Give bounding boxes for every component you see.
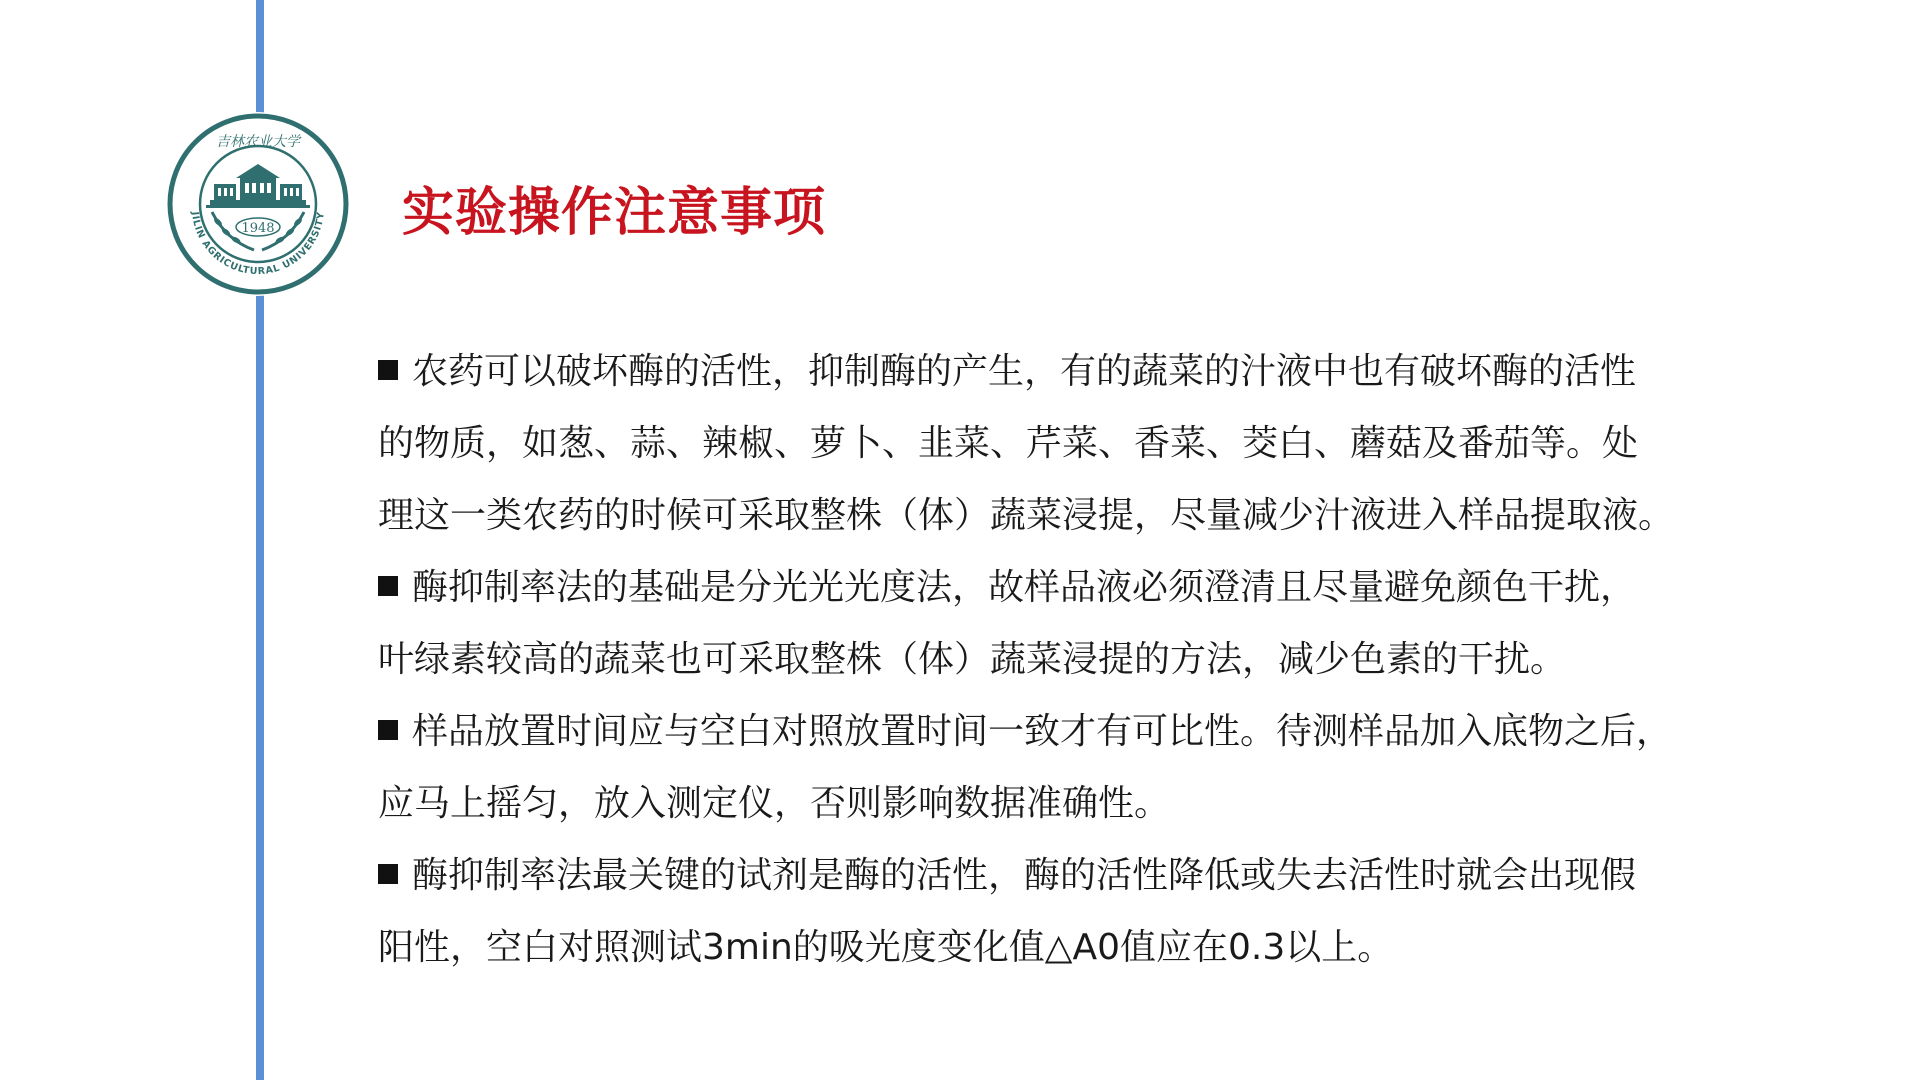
square-bullet-icon	[378, 360, 398, 380]
square-bullet-icon	[378, 864, 398, 884]
university-seal-icon	[166, 112, 350, 296]
notes-content	[378, 336, 1818, 984]
note-paragraph-1	[378, 336, 1818, 552]
university-logo	[166, 112, 350, 296]
note-line: 叶绿素较高的蔬菜也可采取整株（体）蔬菜浸提的方法，减少色素的干扰。	[378, 639, 1567, 680]
square-bullet-icon	[378, 576, 398, 596]
logo-en-name: JILIN AGRICULTURAL UNIVERSITY	[189, 211, 327, 278]
note-line: 的物质，如葱、蒜、辣椒、萝卜、韭菜、芹菜、香菜、茭白、蘑菇及番茄等。处	[378, 423, 1639, 464]
logo-year: 1948	[241, 221, 275, 236]
note-line: 阳性，空白对照测试3min的吸光度变化值△A0值应在0.3以上。	[378, 927, 1394, 968]
note-line: 应马上摇匀，放入测定仪，否则影响数据准确性。	[378, 783, 1171, 824]
note-line: 理这一类农药的时候可采取整株（体）蔬菜浸提，尽量减少汁液进入样品提取液。	[378, 495, 1675, 536]
note-line: 农药可以破坏酶的活性，抑制酶的产生，有的蔬菜的汁液中也有破坏酶的活性	[412, 351, 1637, 392]
note-line: 酶抑制率法的基础是分光光光度法，故样品液必须澄清且尽量避免颜色干扰，	[412, 567, 1637, 608]
slide-title: 实验操作注意事项	[402, 183, 827, 243]
note-line: 样品放置时间应与空白对照放置时间一致才有可比性。待测样品加入底物之后，	[412, 711, 1673, 752]
note-paragraph-3	[378, 696, 1818, 840]
logo-cn-name: 吉林农业大学	[216, 134, 300, 150]
note-line: 酶抑制率法最关键的试剂是酶的活性，酶的活性降低或失去活性时就会出现假	[412, 855, 1637, 896]
note-paragraph-4	[378, 840, 1818, 984]
note-paragraph-2	[378, 552, 1818, 696]
square-bullet-icon	[378, 720, 398, 740]
